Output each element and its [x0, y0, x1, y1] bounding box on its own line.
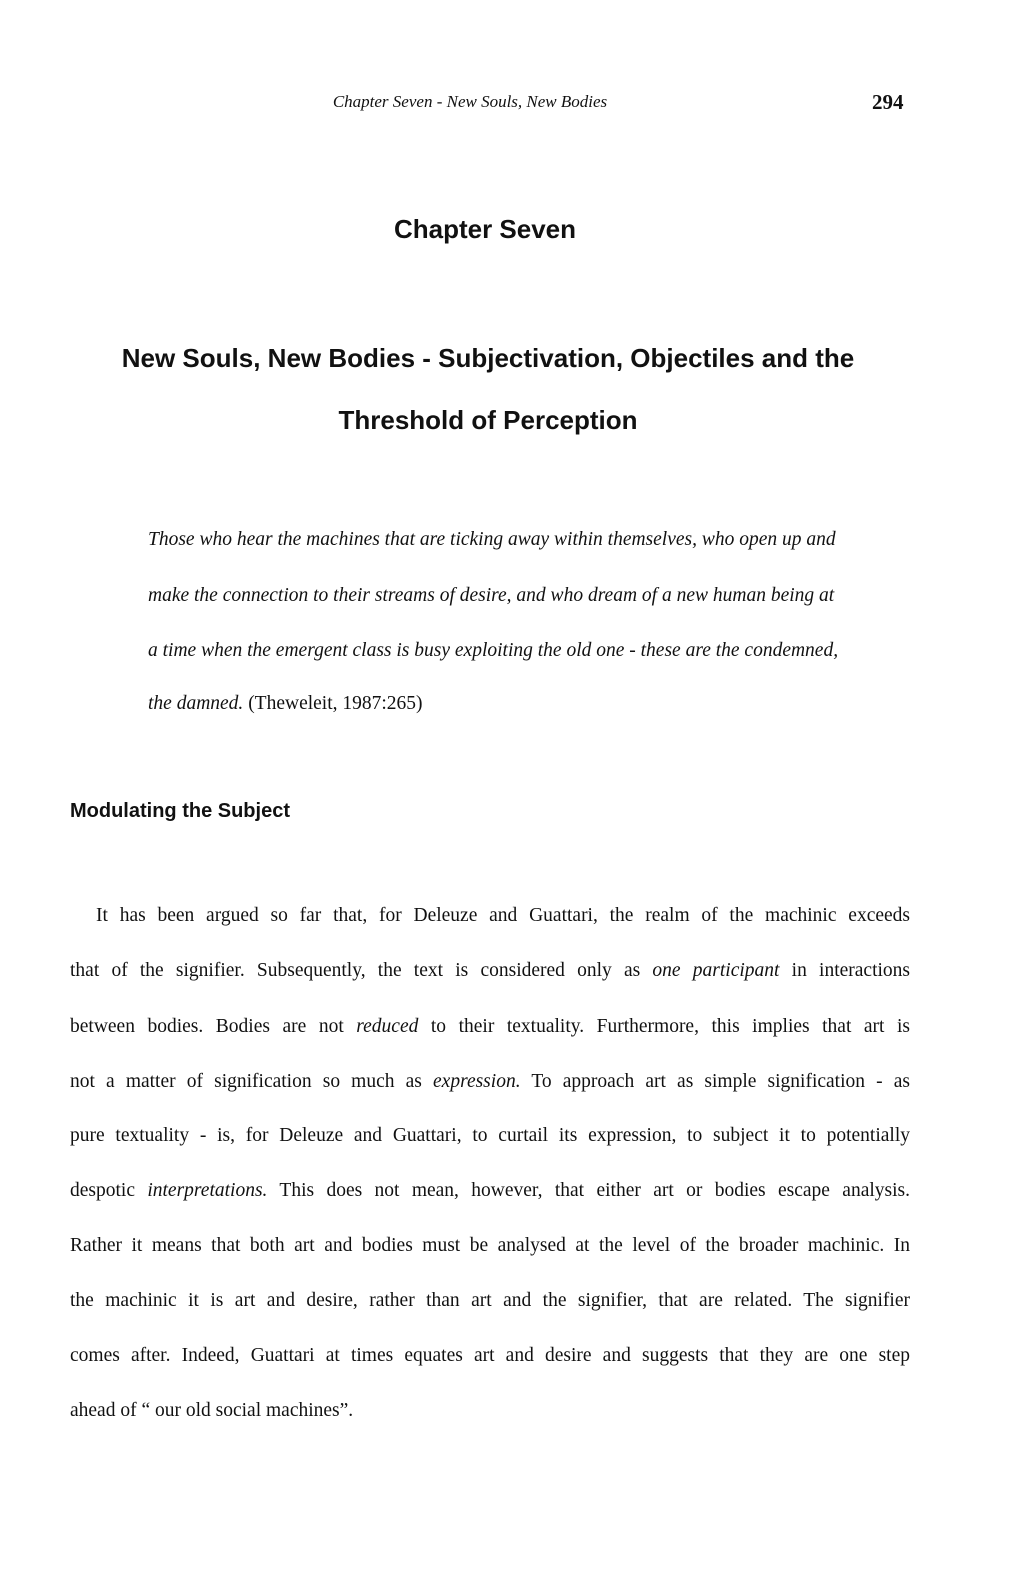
body-line: the machinic it is art and desire, rather than art and the signifier, that are related. The signifier — [70, 1290, 910, 1311]
epigraph-citation: (Theweleit, 1987:265) — [243, 693, 423, 714]
body-text: not a matter of signification so much as — [70, 1071, 434, 1092]
epigraph-text: the damned. — [148, 693, 244, 714]
chapter-title-line-1: New Souls, New Bodies - Subjectivation, Objectiles and the — [121, 343, 855, 373]
body-line — [70, 1180, 910, 1202]
epigraph-text: make the connection to their streams of desire, and who dream of a new human being at — [148, 585, 835, 606]
body-line: Rather it means that both art and bodies must be analysed at the level of the broader machinic. In — [70, 1235, 910, 1256]
body-line: It has been argued so far that, for Deleuze and Guattari, the realm of the machinic exceeds — [96, 905, 910, 926]
body-text: in interactions — [779, 960, 910, 981]
body-emphasis: reduced — [356, 1016, 419, 1037]
epigraph-line — [148, 529, 908, 551]
chapter-label: Chapter Seven — [393, 214, 577, 244]
body-text: to their textuality. Furthermore, this implies that art is — [418, 1016, 910, 1037]
body-line — [70, 1016, 910, 1038]
body-line — [70, 1071, 910, 1093]
body-line: ahead of “ our old social machines”. — [70, 1400, 354, 1421]
body-text: between bodies. Bodies are not — [70, 1016, 357, 1037]
body-emphasis: one participant — [652, 960, 780, 981]
body-emphasis: interpretations. — [147, 1180, 268, 1201]
body-text: that of the signifier. Subsequently, the text is considered only as — [70, 960, 653, 981]
epigraph-text: a time when the emergent class is busy exploiting the old one - these are the condemned, — [148, 640, 839, 661]
page-number: 294 — [872, 90, 904, 114]
body-emphasis: expression. — [433, 1071, 521, 1092]
epigraph-text: Those who hear the machines that are ticking away within themselves, who open up and — [148, 529, 836, 550]
running-header — [0, 88, 1020, 118]
epigraph-line — [148, 693, 908, 715]
body-text: To approach art as simple signification - as — [520, 1071, 911, 1092]
body-line: pure textuality - is, for Deleuze and Guattari, to curtail its expression, to subject it to potentially — [70, 1125, 910, 1146]
epigraph-line — [148, 640, 908, 662]
body-line: comes after. Indeed, Guattari at times equates art and desire and suggests that they are one step — [70, 1345, 910, 1366]
running-title: Chapter Seven - New Souls, New Bodies — [332, 92, 608, 111]
section-heading: Modulating the Subject — [70, 800, 290, 822]
body-line — [70, 960, 910, 982]
body-text: This does not mean, however, that either art or bodies escape analysis. — [267, 1180, 910, 1201]
chapter-title-line-2: Threshold of Perception — [338, 405, 638, 435]
epigraph-line — [148, 585, 908, 607]
body-text: despotic — [70, 1180, 148, 1201]
